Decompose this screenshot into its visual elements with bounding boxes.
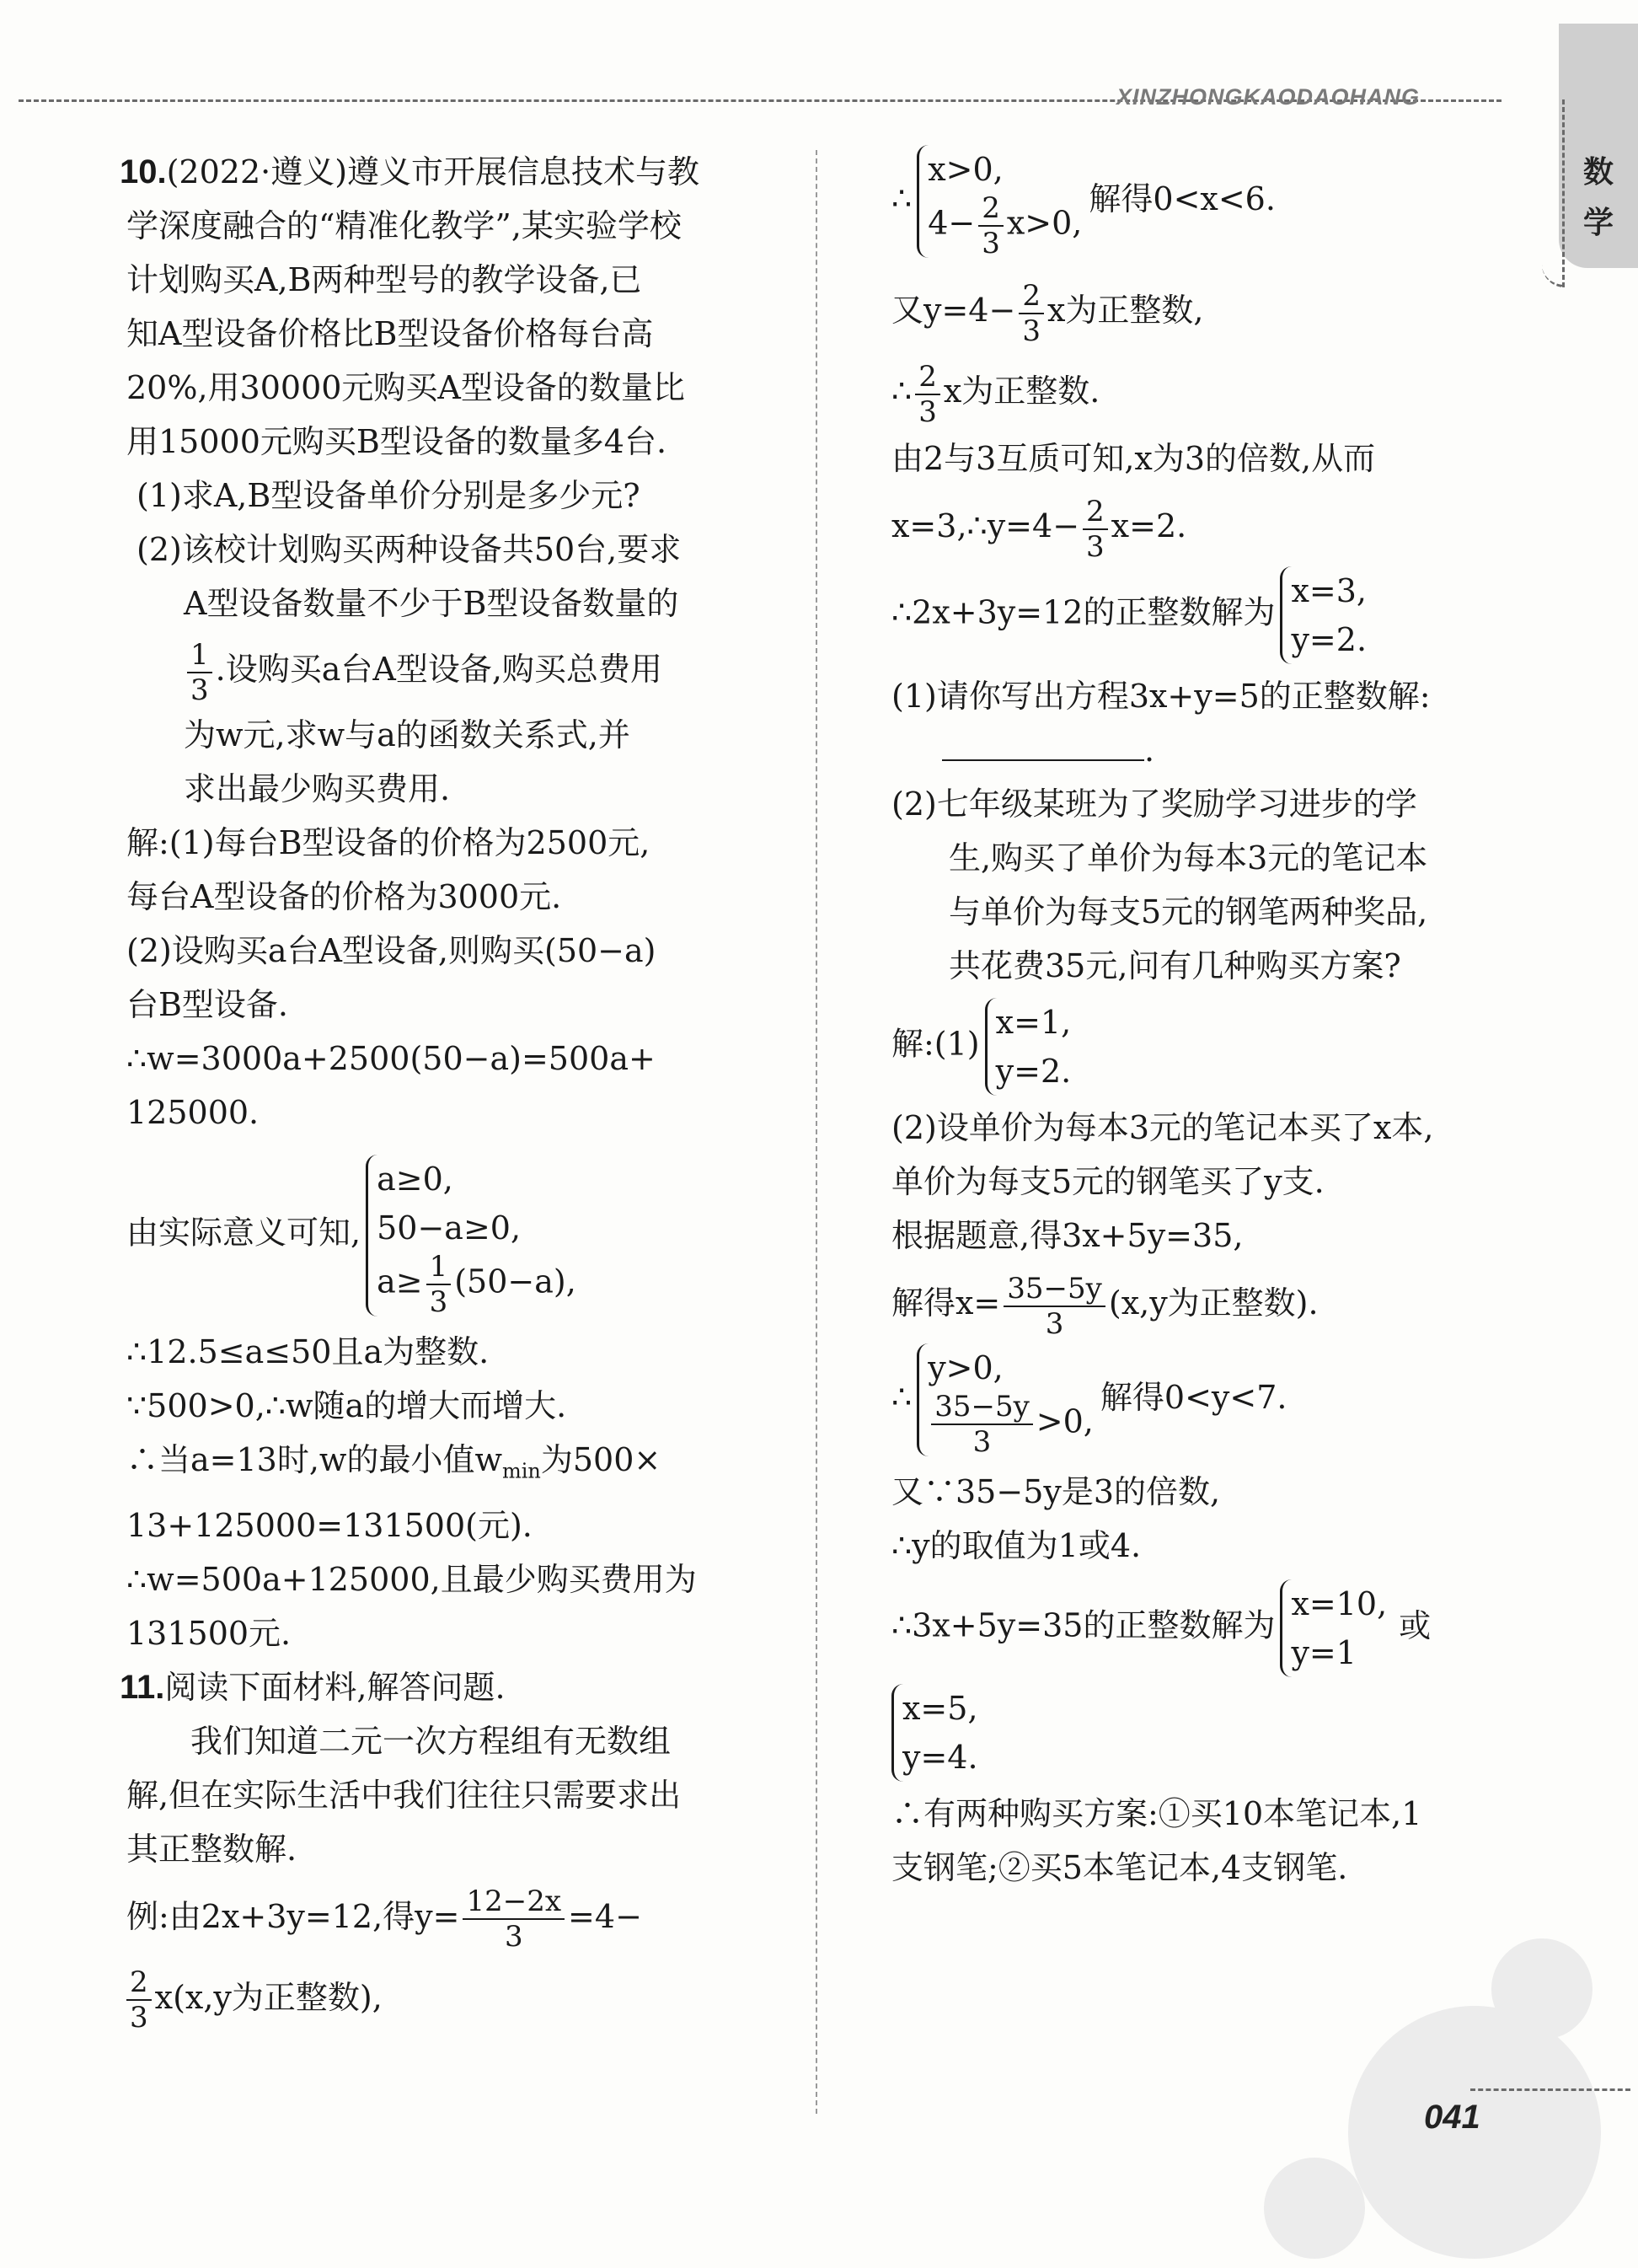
q11-line: 解,但在实际生活中我们往往只需要求出 bbox=[126, 1776, 682, 1814]
fraction: $\frac{35-5y}{3}$ bbox=[1004, 1274, 1105, 1338]
fraction: $\frac{2}{3}$ bbox=[978, 194, 1004, 258]
subject-label: 数 学 bbox=[1582, 155, 1614, 240]
solution-line: ∴w=500a+125000,且最少购买费用为 bbox=[126, 1560, 697, 1598]
solution-line: 单价为每支5元的钢笔买了y支. bbox=[891, 1163, 1325, 1200]
q11-title: 11.阅读下面材料,解答问题. bbox=[120, 1668, 506, 1706]
fraction: $\frac{35-5y}{3}$ bbox=[931, 1392, 1033, 1456]
solution-line: 解得x= $\frac{35-5y}{3}$ (x,y为正整数). bbox=[891, 1271, 1319, 1341]
solution-line: 131500元. bbox=[126, 1614, 292, 1652]
solution-line: x=3,∴y=4− $\frac{2}{3}$ x=2. bbox=[891, 494, 1187, 564]
q11-example: $\frac{2}{3}$ x(x,y为正整数), bbox=[126, 1957, 792, 2038]
equation-system: x=5, y=4. bbox=[891, 1684, 978, 1782]
question-number: 11. bbox=[120, 1668, 165, 1706]
solution-line: 每台A型设备的价格为3000元. bbox=[126, 878, 562, 915]
decorative-splash bbox=[1491, 1938, 1592, 2040]
solution-line: 解:(1) x=1, y=2. bbox=[891, 998, 1507, 1096]
q10-sub2: 求出最少购买费用. bbox=[184, 770, 451, 807]
fraction: $\frac{2}{3}$ bbox=[126, 1968, 152, 2032]
solution-line: 台B型设备. bbox=[126, 986, 289, 1023]
right-column bbox=[891, 145, 1507, 1895]
solution-line: 又y=4− $\frac{2}{3}$ x为正整数, bbox=[891, 278, 1204, 348]
solution-line: ∴y的取值为1或4. bbox=[891, 1527, 1142, 1564]
inequality-system-line: 由实际意义可知, a≥0, 50−a≥0, a≥ $\frac{1}{3}$ (50−a), bbox=[126, 1155, 792, 1316]
q10-line: 计划购买A,B两种型号的教学设备,已 bbox=[126, 261, 642, 298]
tab-dashed-border bbox=[1542, 99, 1565, 287]
solution-line: ∴当a=13时,w的最小值$w_{min}$为500× bbox=[126, 1441, 661, 1483]
fraction: $\frac{2}{3}$ bbox=[1083, 497, 1108, 561]
solution-line: 125000. bbox=[126, 1094, 260, 1131]
answer-blank-line: . bbox=[891, 723, 1507, 777]
left-column bbox=[120, 145, 792, 2038]
solution-line: (2)设购买a台A型设备,则购买(50−a) bbox=[126, 932, 656, 969]
q10-line: 学深度融合的“精准化教学”,某实验学校 bbox=[126, 207, 682, 244]
q11-example: 例:由2x+3y=12,得y= $\frac{12-2x}{3}$ =4− bbox=[126, 1885, 642, 1954]
sub-question: 与单价为每支5元的钢笔两种奖品, bbox=[949, 893, 1428, 930]
sub-question: 生,购买了单价为每本3元的笔记本 bbox=[949, 839, 1428, 877]
sub-question: (1)请你写出方程3x+y=5的正整数解: bbox=[891, 678, 1431, 715]
q10-line: 10.(2022·遵义)遵义市开展信息技术与教 bbox=[120, 153, 700, 190]
footer-dashed-line bbox=[1470, 2088, 1630, 2091]
solution-line: 根据题意,得3x+5y=35, bbox=[891, 1217, 1244, 1254]
solution-line: ∴有两种购买方案:①买10本笔记本,1 bbox=[891, 1795, 1422, 1832]
equation-system: x=1, y=2. bbox=[985, 998, 1072, 1096]
fraction: $\frac{2}{3}$ bbox=[1019, 281, 1044, 346]
q10-sub2: (2)该校计划购买两种设备共50台,要求 bbox=[136, 531, 682, 568]
fraction: $\frac{1}{3}$ bbox=[187, 641, 212, 705]
q10-line: 用15000元购买B型设备的数量多4台. bbox=[126, 423, 667, 460]
solution-line: ∵500>0,∴w随a的增大而增大. bbox=[126, 1387, 567, 1424]
solution-line: ∴w=3000a+2500(50−a)=500a+ bbox=[126, 1040, 656, 1077]
fraction: $\frac{2}{3}$ bbox=[915, 362, 940, 426]
inequality-system: a≥0, 50−a≥0, a≥ $\frac{1}{3}$ (50−a), bbox=[366, 1155, 576, 1316]
fraction: $\frac{12-2x}{3}$ bbox=[463, 1887, 565, 1951]
solution-line: 13+125000=131500(元). bbox=[126, 1506, 533, 1544]
q10-sub1: (1)求A,B型设备单价分别是多少元? bbox=[136, 477, 640, 514]
solution-line: ∴3x+5y=35的正整数解为 x=10, y=1 或 bbox=[891, 1579, 1507, 1677]
q10-line: 知A型设备价格比B型设备价格每台高 bbox=[126, 315, 654, 352]
inequality-system: y>0, $\frac{35-5y}{3}$ >0, bbox=[917, 1343, 1094, 1456]
solution-line: 支钢笔;②买5本笔记本,4支钢笔. bbox=[891, 1849, 1348, 1886]
inequality-system: x>0, 4− $\frac{2}{3}$ x>0, bbox=[917, 145, 1082, 258]
inequality-system-line: ∴ x>0, 4− $\frac{2}{3}$ x>0, 解得0<x<6. bbox=[891, 145, 1507, 258]
fraction: $\frac{1}{3}$ bbox=[426, 1252, 452, 1316]
question-number: 10. bbox=[120, 153, 167, 190]
q10-sub2: A型设备数量不少于B型设备数量的 bbox=[184, 585, 679, 622]
q11-line: 我们知道二元一次方程组有无数组 bbox=[190, 1722, 672, 1760]
page-number: 041 bbox=[1424, 2099, 1480, 2136]
column-divider bbox=[816, 150, 817, 2114]
q10-sub2: $\frac{1}{3}$ .设购买a台A型设备,购买总费用 bbox=[126, 630, 792, 708]
running-title: XINZHONGKAODAOHANG bbox=[1116, 84, 1420, 110]
inequality-system-line: ∴ y>0, $\frac{35-5y}{3}$ >0, 解得0<y<7. bbox=[891, 1343, 1507, 1456]
solution-line: ∴12.5≤a≤50且a为整数. bbox=[126, 1333, 490, 1370]
sub-question: 共花费35元,问有几种购买方案? bbox=[949, 947, 1401, 984]
solution-line: 解:(1)每台B型设备的价格为2500元, bbox=[126, 824, 650, 861]
sub-question: (2)七年级某班为了奖励学习进步的学 bbox=[891, 785, 1417, 823]
solution-line: (2)设单价为每本3元的笔记本买了x本, bbox=[891, 1109, 1434, 1146]
solution-line bbox=[891, 1684, 1507, 1782]
equation-system: x=3, y=2. bbox=[1280, 566, 1367, 664]
solution-line: ∴ $\frac{2}{3}$ x为正整数. bbox=[891, 359, 1100, 429]
q10-sub2: 为w元,求w与a的函数关系式,并 bbox=[184, 716, 630, 753]
solution-line: 又∵35−5y是3的倍数, bbox=[891, 1473, 1221, 1510]
q10-line: 20%,用30000元购买A型设备的数量比 bbox=[126, 369, 685, 406]
q11-line: 其正整数解. bbox=[126, 1830, 297, 1868]
solution-line: ∴2x+3y=12的正整数解为 x=3, y=2. bbox=[891, 566, 1507, 664]
equation-system: x=10, y=1 bbox=[1280, 1579, 1387, 1677]
answer-blank bbox=[942, 726, 1144, 761]
solution-line: 由2与3互质可知,x为3的倍数,从而 bbox=[891, 440, 1376, 477]
decorative-splash bbox=[1264, 2158, 1365, 2259]
